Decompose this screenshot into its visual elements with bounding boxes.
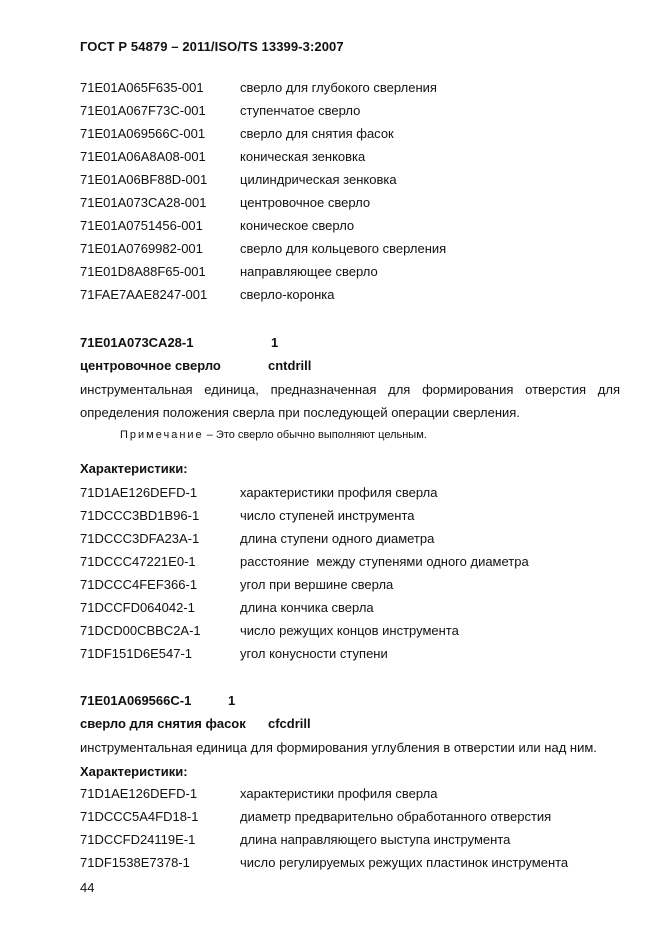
item-code: 71DF151D6E547-1 [80, 646, 193, 661]
item-code: 71D1AE126DEFD-1 [80, 786, 198, 801]
item-description: ступенчатое сверло [240, 103, 361, 118]
item-description: расстояние между ступенями одного диаметра [240, 554, 529, 569]
note [120, 429, 427, 441]
item-code: 71E01A0751456-001 [80, 218, 203, 233]
item-description: сверло-коронка [240, 287, 335, 302]
item-description: характеристики профиля сверла [240, 786, 438, 801]
item-code: 71E01A0769982-001 [80, 241, 203, 256]
item-description: длина кончика сверла [240, 600, 374, 615]
item-code: 71E01A073CA28-001 [80, 195, 207, 210]
page-number: 44 [80, 880, 95, 895]
section-version: 1 [228, 693, 236, 708]
item-description: длина ступени одного диаметра [240, 531, 435, 546]
item-description: центровочное сверло [240, 195, 371, 210]
term-name: центровочное сверло [80, 358, 221, 373]
item-description: цилиндрическая зенковка [240, 172, 397, 187]
item-description: длина направляющего выступа инструмента [240, 832, 511, 847]
item-code: 71DCCC3DFA23A-1 [80, 531, 200, 546]
item-code: 71DCCC5A4FD18-1 [80, 809, 199, 824]
item-description: число режущих концов инструмента [240, 623, 459, 638]
note-label: Примечание [120, 429, 204, 441]
item-description: направляющее сверло [240, 264, 378, 279]
item-code: 71FAE7AAE8247-001 [80, 287, 208, 302]
item-description: диаметр предварительно обработанного отверстия [240, 809, 552, 824]
item-code: 71E01A067F73C-001 [80, 103, 206, 118]
term-symbol: cfcdrill [268, 716, 311, 731]
item-code: 71E01A06A8A08-001 [80, 149, 206, 164]
item-code: 71DCCC3BD1B96-1 [80, 508, 200, 523]
item-code: 71DCCC47221E0-1 [80, 554, 196, 569]
item-description: коническое сверло [240, 218, 355, 233]
item-code: 71DCCFD24119E-1 [80, 832, 196, 847]
item-description: угол конусности ступени [240, 646, 388, 661]
item-description: число регулируемых режущих пластинок инструмента [240, 855, 569, 870]
item-description: число ступеней инструмента [240, 508, 415, 523]
item-code: 71E01A065F635-001 [80, 80, 204, 95]
document-header: ГОСТ Р 54879 – 2011/ISO/TS 13399-3:2007 [80, 39, 344, 54]
definition-line-1: инструментальная единица, предназначенная для формирования отверстия для [80, 382, 620, 397]
item-code: 71DF1538E7378-1 [80, 855, 190, 870]
item-code: 71DCCC4FEF366-1 [80, 577, 198, 592]
item-description: характеристики профиля сверла [240, 485, 438, 500]
item-description: сверло для снятия фасок [240, 126, 394, 141]
item-code: 71DCD00CBBC2A-1 [80, 623, 201, 638]
term-symbol: cntdrill [268, 358, 312, 373]
item-code: 71E01D8A88F65-001 [80, 264, 206, 279]
definition-line-2: определения положения сверла при последующей операции сверления. [80, 405, 520, 420]
note-text: – Это сверло обычно выполняют цельным. [206, 429, 427, 441]
item-description: сверло для кольцевого сверления [240, 241, 447, 256]
section-id: 71E01A069566C-1 [80, 693, 192, 708]
item-description: сверло для глубокого сверления [240, 80, 437, 95]
item-code: 71D1AE126DEFD-1 [80, 485, 198, 500]
item-code: 71E01A06BF88D-001 [80, 172, 208, 187]
section-id: 71E01A073CA28-1 [80, 335, 194, 350]
section-version: 1 [271, 335, 279, 350]
characteristics-heading: Характеристики: [80, 461, 188, 476]
item-description: коническая зенковка [240, 149, 366, 164]
characteristics-heading: Характеристики: [80, 764, 188, 779]
item-code: 71E01A069566C-001 [80, 126, 206, 141]
item-code: 71DCCFD064042-1 [80, 600, 195, 615]
term-name: сверло для снятия фасок [80, 716, 246, 731]
item-description: угол при вершине сверла [240, 577, 394, 592]
definition: инструментальная единица для формирования углубления в отверстии или над ним. [80, 740, 597, 755]
